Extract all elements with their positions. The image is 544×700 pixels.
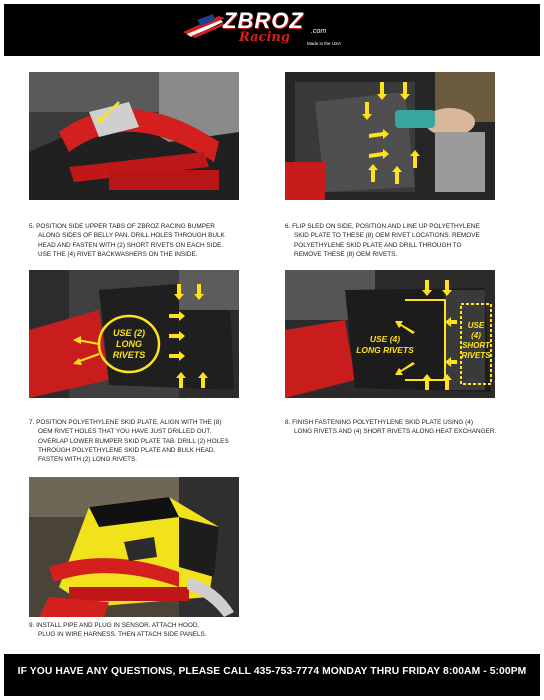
step-8-left-callout-line: USE (4) [369,334,401,344]
step-6-instructions [285,222,525,259]
step-7-callout-line: RIVETS [112,350,146,360]
step-5-line: USE THE (4) RIVET BACKWASHERS ON THE INSIDE. [38,250,198,258]
step-9-photo [29,477,239,617]
step-6-line: POLYETHYLENE SKID PLATE AND DRILL THROUGH TO [294,241,462,249]
step-5-instructions [29,222,269,259]
step-6-line: SKID PLATE TO THESE (8) OEM RIVET LOCATIONS. REMOVE [294,232,480,240]
step-8-left-callout-line: LONG RIVETS [356,345,414,355]
step-8-right-callout-line: RIVETS [461,351,491,360]
step-7-callout-line: LONG [116,339,142,349]
logo-tagline: Made in the USA [307,41,342,46]
step-8-right-callout-line: SHORT [462,341,490,350]
step-9-line: PLUG IN WIRE HARNESS. THEN ATTACH SIDE PANELS. [38,631,207,639]
step-6-line: 6. FLIP SLED ON SIDE, POSITION AND LINE UP POLYETHYLENE [285,223,480,230]
logo-script: Racing [239,30,290,45]
zbroz-racing-logo [179,8,374,54]
step-5-line: ALONG SIDES OF BELLY PAN. DRILL HOLES THROUGH BULK [38,232,225,240]
step-5-line: HEAD AND FASTEN WITH (2) SHORT RIVETS ON EACH SIDE. [38,241,224,249]
step-8-photo [285,270,495,398]
step-7-photo [29,270,239,398]
step-8-right-callout-line: (4) [471,331,481,340]
step-9-line: 9. INSTALL PIPE AND PLUG IN SENSOR. ATTACH HOOD, [29,622,200,629]
logo-domain: .com [311,28,327,35]
contact-footer [4,654,540,696]
step-8-instructions [285,418,535,437]
step-7-line: OVERLAP LOWER BUMPER SKID PLATE TAB. DRILL (2) HOLES [38,437,229,445]
step-7-instructions [29,418,269,464]
step-6-line: REMOVE THESE (8) OEM RIVETS. [294,250,398,258]
step-7-callout-line: USE (2) [112,328,146,338]
usa-flag-swoosh-icon [179,10,227,40]
step-6-photo [285,72,495,200]
logo-wordmark: ZBROZ [223,8,304,33]
step-7-line: FASTEN WITH (2) LONG RIVETS. [38,456,138,464]
step-7-line: 7. POSITION POLYETHYLENE SKID PLATE, ALIGN WITH THE (8) [29,419,222,426]
step-9-instructions [29,621,269,640]
step-8-line: LONG RIVETS AND (4) SHORT RIVETS ALONG HEAT EXCHANGER. [294,428,497,436]
step-8-right-callout-line: USE [467,321,485,330]
step-5-photo [29,72,239,200]
step-8-line: 8. FINISH FASTENING POLYETHYLENE SKID PLATE USING (4) [285,419,473,426]
step-5-line: 5. POSITION SIDE UPPER TABS OF ZBROZ RACING BUMPER [29,223,215,230]
step-7-line: OEM RIVET HOLES THAT YOU HAVE JUST DRILLED OUT. [38,428,212,436]
contact-footer-text: IF YOU HAVE ANY QUESTIONS, PLEASE CALL 435-753-7774 MONDAY THRU FRIDAY 8:00AM - 5:00PM [17,666,527,677]
page-header [4,4,540,56]
step-7-line: THROUGH POLYETHYLENE SKID PLATE AND BULK HEAD. [38,446,216,454]
